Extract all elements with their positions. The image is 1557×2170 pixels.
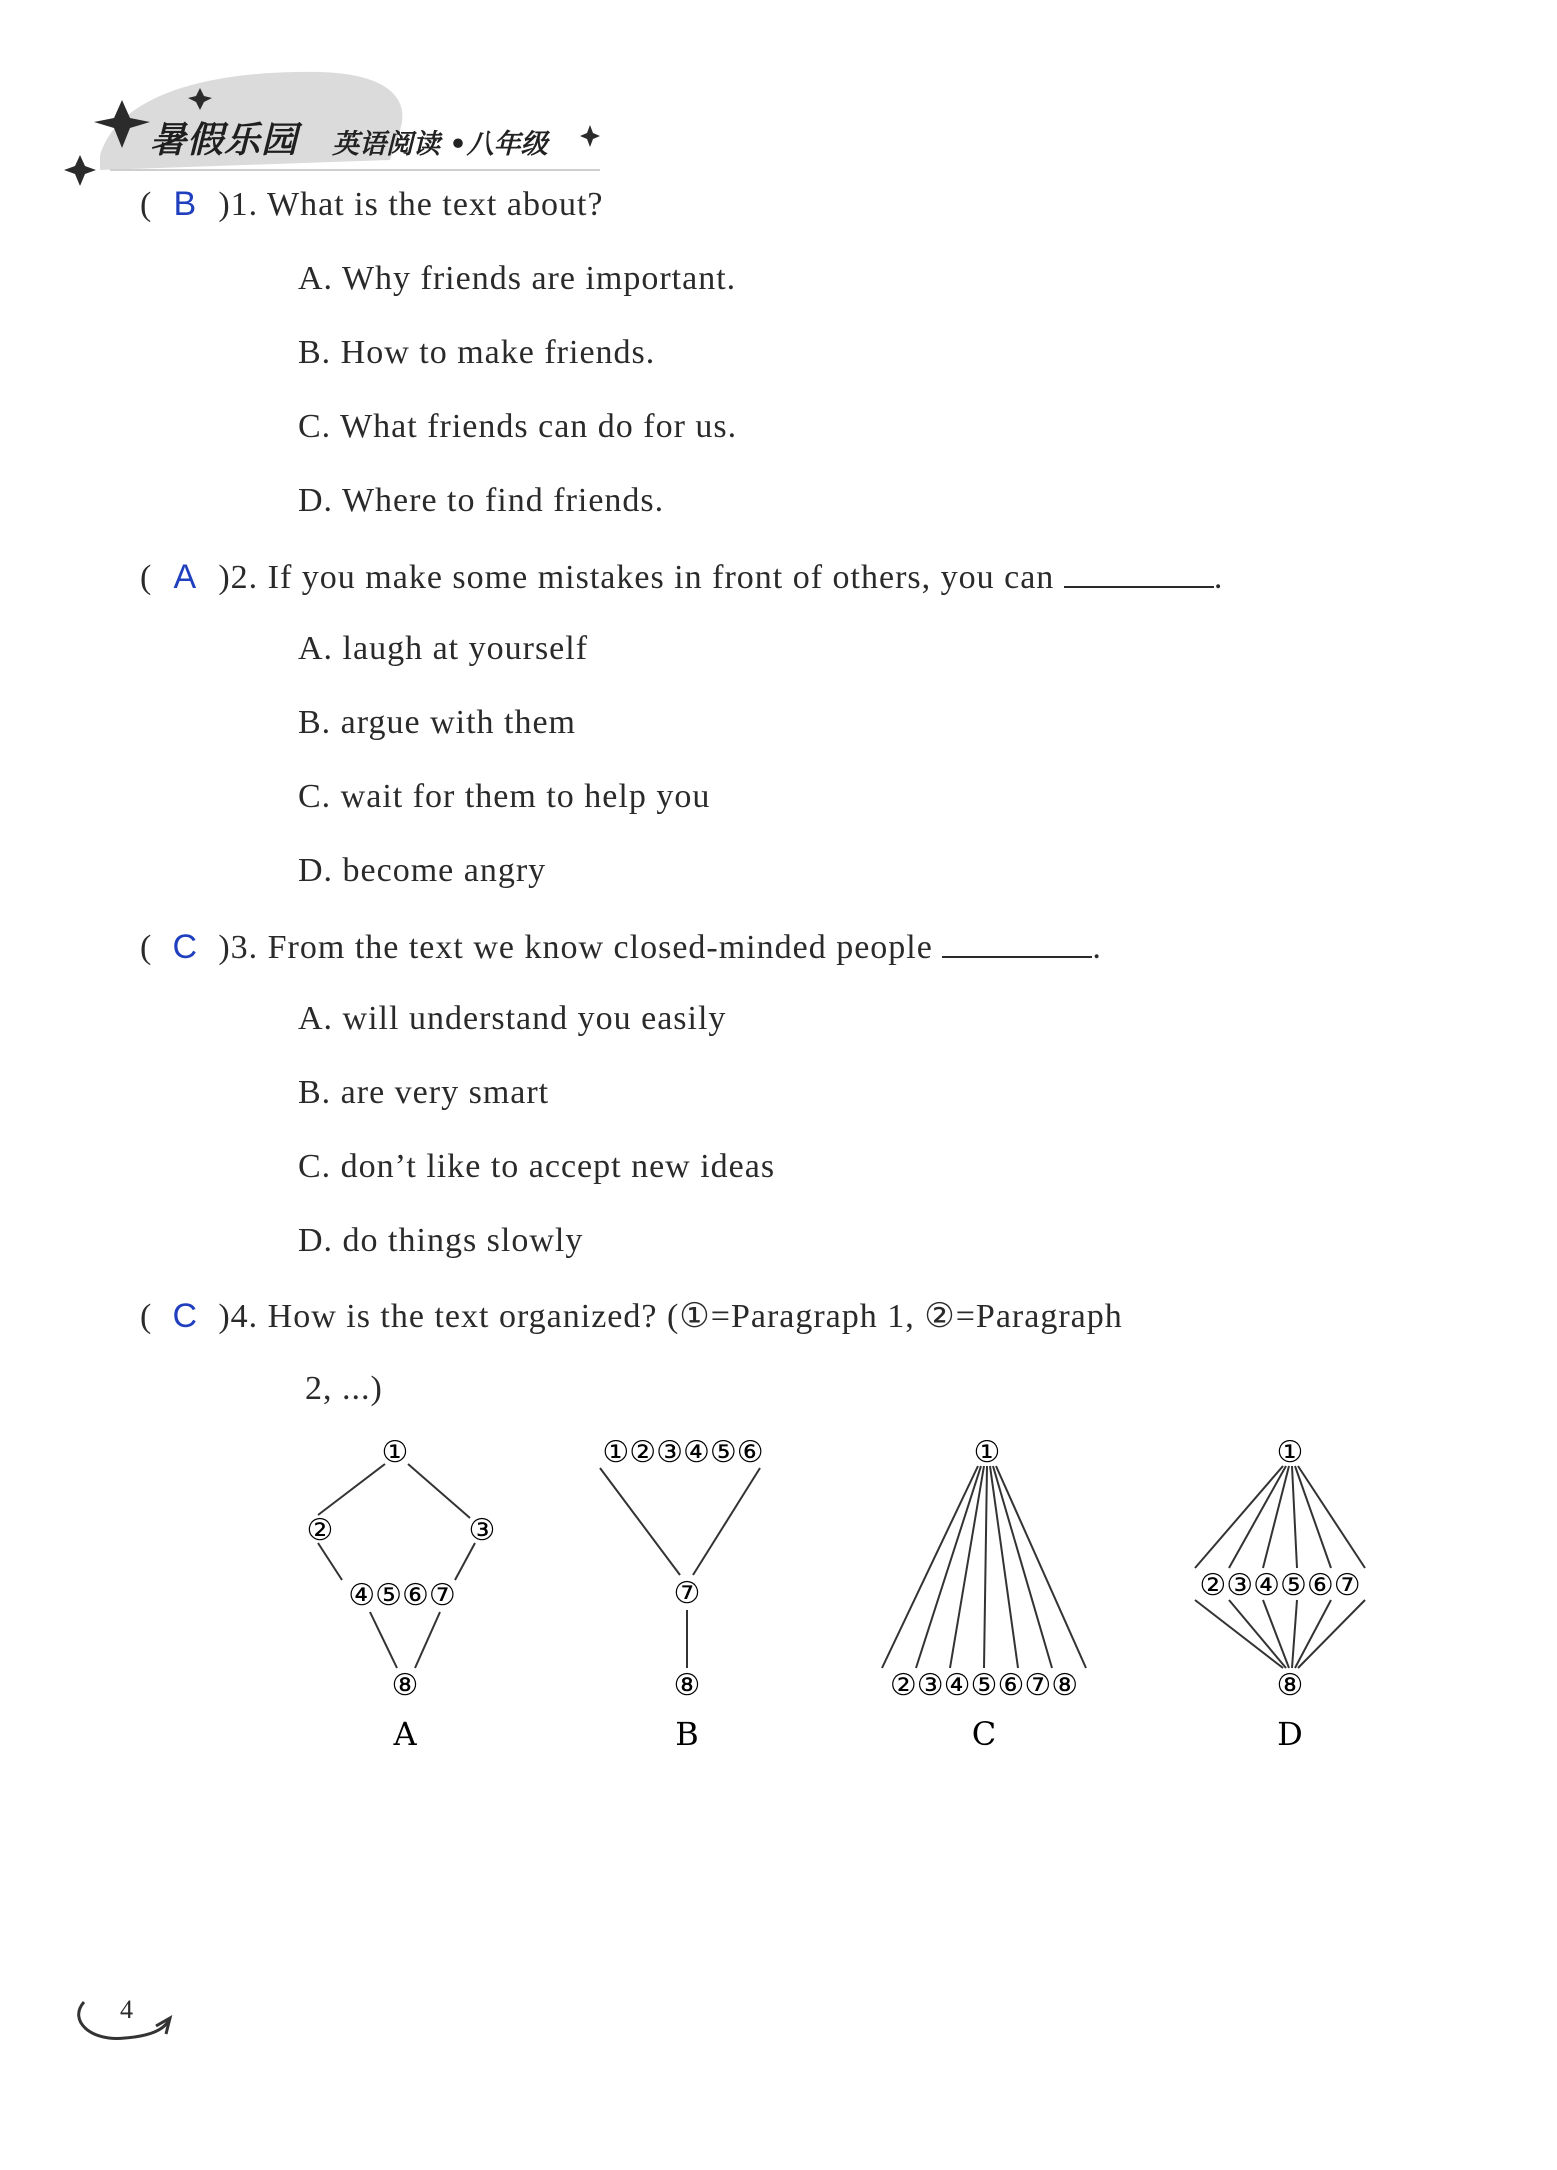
diagram-d [1195, 1440, 1365, 1753]
star-side-icon [64, 155, 96, 186]
answer-4: C [172, 1297, 199, 1335]
question-4-continued: 2, ...) [305, 1370, 383, 1407]
question-1: ( B )1. What is the text about? [140, 185, 604, 223]
q3-option-c: C. don’t like to accept new ideas [298, 1148, 776, 1185]
q2-option-c: C. wait for them to help you [298, 778, 711, 815]
header-subtitle: 英语阅读 •八年级 [332, 129, 548, 160]
q3-option-d: D. do things slowly [298, 1222, 584, 1259]
diagram-a [307, 1440, 496, 1753]
question-3-stem: )3. From the text we know closed-minded people [218, 929, 933, 966]
q2-option-b: B. argue with them [298, 704, 576, 741]
node-d-8: ⑧ [1276, 1668, 1304, 1703]
node-b-8: ⑧ [673, 1668, 701, 1703]
node-b-123456: ①②③④⑤⑥ [602, 1440, 764, 1470]
diagram-c-label: C [971, 1715, 997, 1753]
diagram-b [600, 1440, 764, 1753]
q2-option-a: A. laugh at yourself [298, 630, 589, 667]
node-a-8: ⑧ [391, 1668, 419, 1703]
q1-option-a: A. Why friends are important. [298, 260, 737, 297]
node-a-3: ③ [468, 1513, 496, 1548]
diagram-a-label: A [393, 1715, 417, 1753]
answer-1: B [173, 185, 198, 223]
diagram-b-label: B [675, 1715, 699, 1753]
question-2-stem: )2. If you make some mistakes in front of others, you can [218, 559, 1055, 596]
q2-option-d: D. become angry [298, 852, 547, 889]
diagram-d-label: D [1277, 1715, 1303, 1753]
question-4: ( C )4. How is the text organized? (①=Paragraph 1, ②=Paragraph [140, 1297, 1123, 1335]
node-d-234567: ②③④⑤⑥⑦ [1199, 1568, 1361, 1603]
node-c-1: ① [973, 1440, 1001, 1470]
node-d-1: ① [1276, 1440, 1304, 1470]
node-c-2345678: ②③④⑤⑥⑦⑧ [889, 1668, 1079, 1703]
q1-option-c: C. What friends can do for us. [298, 408, 738, 445]
question-1-stem: )1. What is the text about? [218, 186, 604, 223]
node-a-1: ① [381, 1440, 409, 1470]
header-title: 暑假乐园 [150, 120, 299, 161]
question-3: ( C )3. From the text we know closed-minded people . [140, 928, 1102, 966]
question-4-stem: )4. How is the text organized? (①=Paragraph 1, ②=Paragraph [218, 1298, 1123, 1335]
node-a-4567: ④⑤⑥⑦ [348, 1578, 456, 1613]
question-2: ( A )2. If you make some mistakes in front of others, you can . [140, 558, 1224, 596]
answer-2: A [173, 558, 198, 596]
node-a-2: ② [306, 1513, 334, 1548]
structure-diagrams [290, 1440, 1430, 1770]
diagram-c [882, 1440, 1086, 1753]
page-number: 4 [120, 1995, 133, 2024]
node-b-7: ⑦ [673, 1576, 701, 1611]
q3-option-b: B. are very smart [298, 1074, 550, 1111]
q1-option-d: D. Where to find friends. [298, 482, 665, 519]
q1-option-b: B. How to make friends. [298, 334, 656, 371]
answer-blank [1064, 556, 1214, 588]
answer-blank [942, 926, 1092, 958]
answer-3: C [172, 928, 199, 966]
q3-option-a: A. will understand you easily [298, 1000, 727, 1037]
